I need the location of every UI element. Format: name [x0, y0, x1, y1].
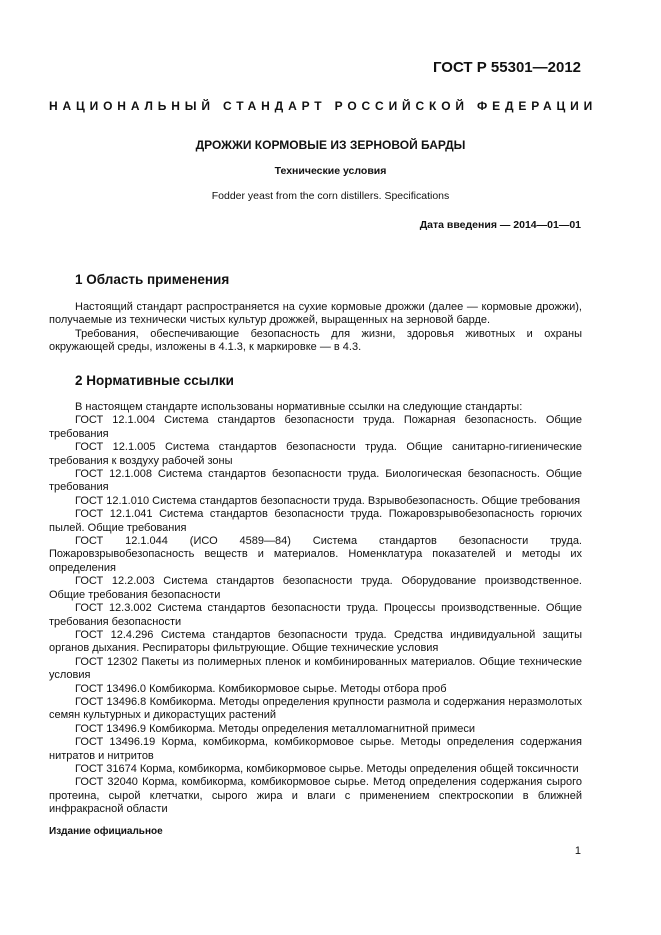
reference-item: ГОСТ 13496.0 Комбикорма. Комбикормовое сырье. Методы отбора проб: [75, 682, 447, 695]
official-edition-note: Издание официальное: [49, 826, 163, 837]
gost-number: ГОСТ Р 55301—2012: [432, 59, 581, 76]
reference-item: ГОСТ 13496.19 Корма, комбикорма, комбикормовое сырье. Методы определения содержания нитратов и нитритов: [49, 736, 582, 762]
page-number: 1: [574, 845, 581, 857]
reference-item: ГОСТ 12.4.296 Система стандартов безопасности труда. Средства индивидуальной защиты органов дыхания. Респираторы фильтрующие. Общие технические условия: [49, 628, 582, 655]
document-subtitle: Технические условия: [274, 165, 387, 177]
reference-item: ГОСТ 12.1.008 Система стандартов безопасности труда. Биологическая безопасность. Общие требования: [49, 468, 582, 494]
reference-item: ГОСТ 32040 Корма, комбикорма, комбикормовое сырье. Метод определения содержания сырого протеина, сырой клетчатки, сырого жира и влаги с применением спектроскопии в ближней инфракрасной области: [49, 776, 582, 816]
paragraph: В настоящем стандарте использованы нормативные ссылки на следующие стандарты:: [75, 401, 523, 413]
section-2-body: [49, 401, 582, 817]
reference-item: ГОСТ 12.3.002 Система стандартов безопасности труда. Процессы производственные. Общие требования безопасности: [49, 602, 582, 628]
paragraph: Требования, обеспечивающие безопасность для жизни, здоровья животных и охраны окружающей среды, изложены в 4.1.3, к маркировке — в 4.3.: [49, 327, 582, 354]
reference-item: ГОСТ 31674 Корма, комбикорма, комбикормовое сырье. Методы определения общей токсичности: [75, 762, 579, 775]
reference-item: ГОСТ 12.2.003 Система стандартов безопасности труда. Оборудование производственное. Общие требования безопасности: [49, 575, 582, 601]
section-2-heading: 2 Нормативные ссылки: [75, 373, 234, 388]
reference-item: ГОСТ 12.1.041 Система стандартов безопасности труда. Пожаровзрывобезопасность горючих пылей. Общие требования: [49, 508, 582, 534]
section-1-body: [49, 301, 582, 355]
introduction-date: Дата введения — 2014—01—01: [419, 219, 581, 231]
reference-item: ГОСТ 13496.9 Комбикорма. Методы определения металломагнитной примеси: [75, 722, 475, 735]
reference-item: ГОСТ 12.1.044 (ИСО 4589—84) Система стандартов безопасности труда. Пожаровзрывобезопасность веществ и материалов. Номенклатура показателей и методы их определения: [49, 535, 582, 574]
national-standard-banner: НАЦИОНАЛЬНЫЙ СТАНДАРТ РОССИЙСКОЙ ФЕДЕРАЦИИ: [49, 99, 598, 113]
reference-item: ГОСТ 12.1.004 Система стандартов безопасности труда. Пожарная безопасность. Общие требования: [49, 414, 582, 440]
reference-item: ГОСТ 12.1.005 Система стандартов безопасности труда. Общие санитарно-гигиенические требования к воздуху рабочей зоны: [49, 441, 582, 467]
paragraph: Настоящий стандарт распространяется на сухие кормовые дрожжи (далее — кормовые дрожжи), получаемые из технически чистых культур дрожжей, выращенных на зерновой барде.: [49, 301, 582, 327]
document-title: ДРОЖЖИ КОРМОВЫЕ ИЗ ЗЕРНОВОЙ БАРДЫ: [195, 138, 466, 152]
reference-item: ГОСТ 12302 Пакеты из полимерных пленок и комбинированных материалов. Общие технические условия: [49, 655, 582, 682]
document-english-title: Fodder yeast from the corn distillers. Specifications: [211, 190, 450, 202]
reference-item: ГОСТ 12.1.010 Система стандартов безопасности труда. Взрывобезопасность. Общие требования: [75, 494, 581, 507]
reference-item: ГОСТ 13496.8 Комбикорма. Методы определения крупности размола и содержания неразмолотых семян культурных и дикорастущих растений: [49, 695, 582, 722]
section-1-heading: 1 Область применения: [75, 272, 230, 287]
